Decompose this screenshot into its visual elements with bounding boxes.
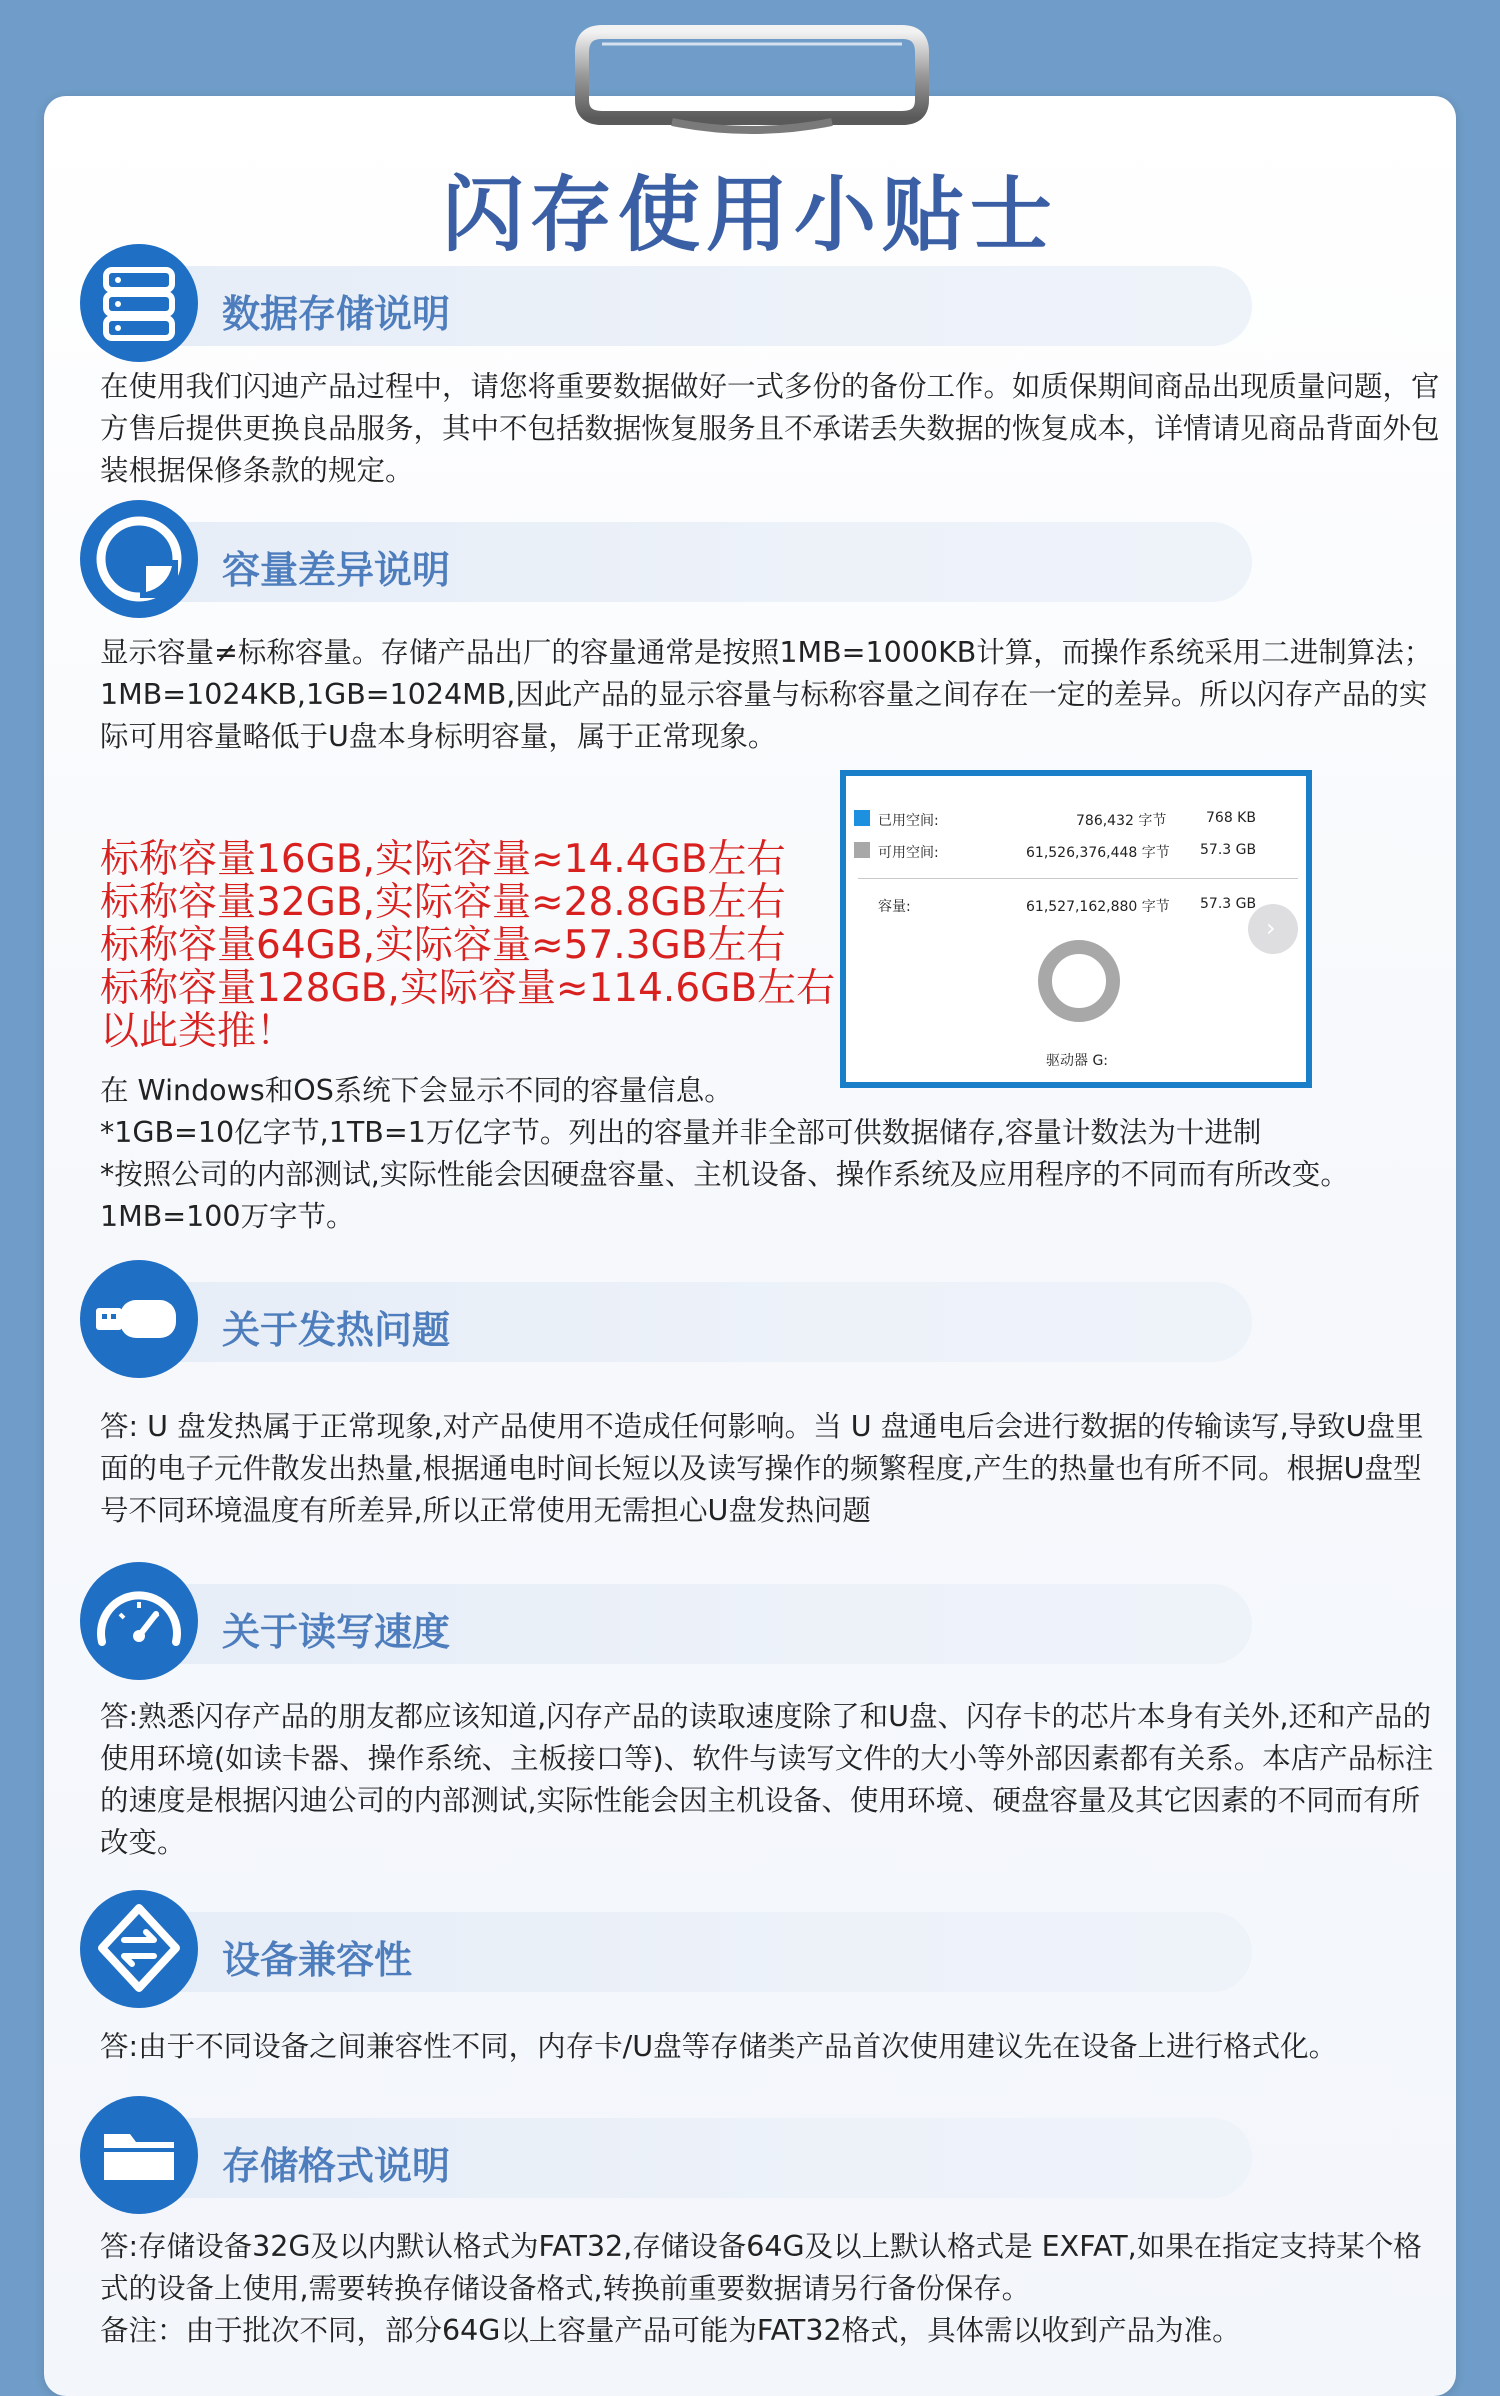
capacity-size: 57.3 GB bbox=[1200, 896, 1257, 912]
free-space-swatch bbox=[854, 842, 870, 858]
section-title-capacity: 容量差异说明 bbox=[222, 548, 451, 592]
clipboard-clip-icon bbox=[562, 22, 942, 132]
speedometer-icon bbox=[80, 1562, 198, 1680]
folder-icon bbox=[80, 2096, 198, 2214]
free-size: 57.3 GB bbox=[1200, 842, 1257, 858]
chevron-right-icon: › bbox=[1266, 914, 1276, 942]
server-icon bbox=[80, 244, 198, 362]
section-body-format: 答:存储设备32G及以内默认格式为FAT32,存储设备64G及以上默认格式是 EXFAT,如果在指定支持某个格式的设备上使用,需要转换存储设备格式,转换前重要数据请另行备份保存。 bbox=[100, 2230, 1422, 2305]
section-body-speed: 答:熟悉闪存产品的朋友都应该知道,闪存产品的读取速度除了和U盘、闪存卡的芯片本身有关外,还和产品的使用环境(如读卡器、操作系统、主板接口等)、软件与读写文件的大小等外部因素都有关系。本店产品标注的速度是根据闪迪公司的内部测试,实际性能会因主机设备、使用环境、硬盘容量及其它因素的不同而有所改变。 bbox=[100, 1700, 1434, 1859]
capacity-item: 以此类推！ bbox=[100, 1009, 296, 1054]
free-label: 可用空间: bbox=[878, 845, 939, 861]
drive-properties-screenshot bbox=[840, 770, 1312, 1088]
shield-sync-icon bbox=[80, 1890, 198, 2008]
capacity-note-1: 在 Windows和OS系统下会显示不同的容量信息。 bbox=[100, 1074, 733, 1107]
next-arrow-button[interactable] bbox=[1248, 904, 1298, 954]
section-body-heat: 答: U 盘发热属于正常现象,对产品使用不造成任何影响。当 U 盘通电后会进行数据的传输读写,导致U盘里面的电子元件散发出热量,根据通电时间长短以及读写操作的频繁程度,产生的热量也有所不同。根据U盘型号不同环境温度有所差异,所以正常使用无需担心U盘发热问题 bbox=[100, 1410, 1424, 1527]
page-title: 闪存使用小贴士 bbox=[441, 168, 1058, 263]
used-size: 768 KB bbox=[1206, 810, 1256, 826]
disk-usage-ring bbox=[1034, 936, 1124, 1026]
section-title-data-storage: 数据存储说明 bbox=[222, 292, 451, 336]
used-label: 已用空间: bbox=[878, 813, 939, 829]
capacity-note-2: *1GB=10亿字节,1TB=1万亿字节。列出的容量并非全部可供数据储存,容量计数法为十进制 bbox=[100, 1116, 1262, 1149]
section-title-format: 存储格式说明 bbox=[222, 2144, 451, 2188]
pie-chart-icon bbox=[80, 500, 198, 618]
divider bbox=[858, 878, 1298, 879]
capacity-bytes: 61,527,162,880 字节 bbox=[1026, 899, 1170, 915]
used-bytes: 786,432 字节 bbox=[1076, 813, 1167, 829]
capacity-item: 标称容量16GB,实际容量≈14.4GB左右 bbox=[100, 837, 786, 882]
section-title-compatibility: 设备兼容性 bbox=[222, 1938, 413, 1982]
free-bytes: 61,526,376,448 字节 bbox=[1026, 845, 1170, 861]
capacity-label: 容量: bbox=[878, 899, 911, 915]
capacity-item: 标称容量32GB,实际容量≈28.8GB左右 bbox=[100, 880, 786, 925]
section-body-data-storage: 在使用我们闪迪产品过程中，请您将重要数据做好一式多份的备份工作。如质保期间商品出现质量问题，官方售后提供更换良品服务，其中不包括数据恢复服务且不承诺丢失数据的恢复成本，详情请见商品背面外包装根据保修条款的规定。 bbox=[100, 370, 1440, 487]
section-body-capacity: 显示容量≠标称容量。存储产品出厂的容量通常是按照1MB=1000KB计算，而操作系统采用二进制算法；1MB=1024KB,1GB=1024MB,因此产品的显示容量与标称容量之间存在一定的差异。所以闪存产品的实际可用容量略低于U盘本身标明容量，属于正常现象。 bbox=[100, 636, 1433, 753]
capacity-note-3: *按照公司的内部测试,实际性能会因硬盘容量、主机设备、操作系统及应用程序的不同而有所改变。1MB=100万字节。 bbox=[100, 1158, 1349, 1233]
usb-drive-icon bbox=[80, 1260, 198, 1378]
used-space-swatch bbox=[854, 810, 870, 826]
drive-label: 驱动器 G: bbox=[1046, 1053, 1109, 1069]
section-title-speed: 关于读写速度 bbox=[222, 1610, 451, 1654]
section-note-format: 备注：由于批次不同，部分64G以上容量产品可能为FAT32格式，具体需以收到产品为准。 bbox=[100, 2314, 1241, 2347]
capacity-list bbox=[100, 838, 860, 1053]
capacity-item: 标称容量128GB,实际容量≈114.6GB左右 bbox=[100, 966, 836, 1011]
section-title-heat: 关于发热问题 bbox=[222, 1308, 451, 1352]
capacity-item: 标称容量64GB,实际容量≈57.3GB左右 bbox=[100, 923, 786, 968]
section-body-compatibility: 答:由于不同设备之间兼容性不同，内存卡/U盘等存储类产品首次使用建议先在设备上进行格式化。 bbox=[100, 2030, 1338, 2063]
